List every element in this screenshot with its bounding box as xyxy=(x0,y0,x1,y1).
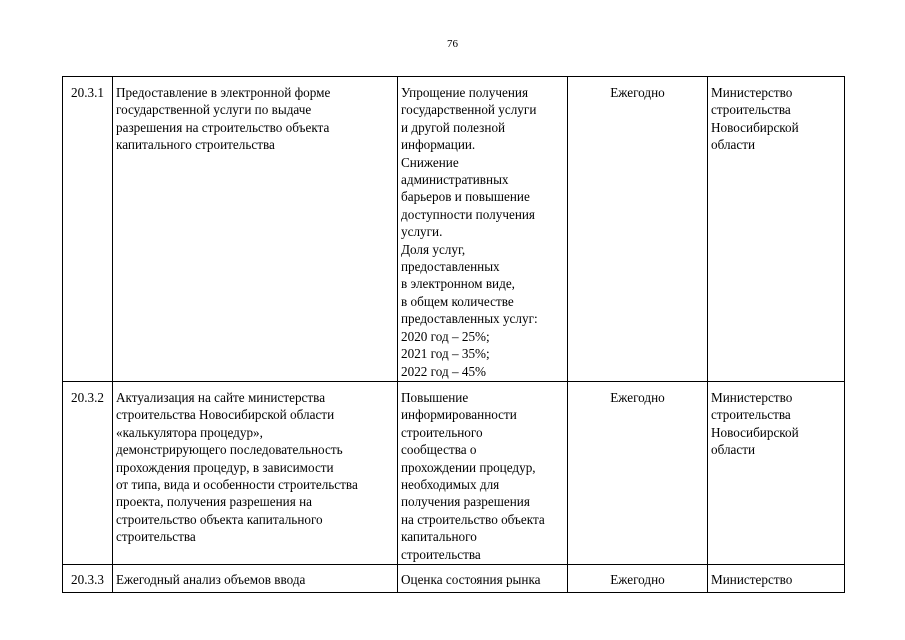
activity-line: строительство объекта капитального xyxy=(116,511,323,527)
executor-cell xyxy=(708,77,845,382)
table-body xyxy=(63,77,845,593)
result-cell xyxy=(398,564,568,592)
period-cell: Ежегодно xyxy=(568,77,708,382)
table-row xyxy=(63,564,845,592)
activity-cell xyxy=(113,381,398,564)
result-cell xyxy=(398,381,568,564)
executor-line: области xyxy=(711,137,756,153)
result-line: информации. xyxy=(401,137,476,153)
period-cell: Ежегодно xyxy=(568,564,708,592)
executor-line: Новосибирской xyxy=(711,424,799,440)
activity-line: строительства Новосибирской области xyxy=(116,407,335,423)
executor-line: строительства xyxy=(711,102,791,118)
activity-line: «калькулятора процедур», xyxy=(116,424,263,440)
executor-line: строительства xyxy=(711,407,791,423)
executor-line: Министерство xyxy=(711,389,793,405)
result-line: получения разрешения xyxy=(401,494,530,510)
result-line: административных xyxy=(401,172,509,188)
item-number-cell: 20.3.3 xyxy=(63,564,113,592)
result-cell xyxy=(398,77,568,382)
result-line: и другой полезной xyxy=(401,119,506,135)
activity-line: демонстрирующего последовательность xyxy=(116,442,343,458)
activity-line: государственной услуги по выдаче xyxy=(116,102,312,118)
executor-line: Новосибирской xyxy=(711,119,799,135)
activity-line: проекта, получения разрешения на xyxy=(116,494,312,510)
result-line: в электронном виде, xyxy=(401,276,515,292)
result-line: 2021 год – 35%; xyxy=(401,346,490,362)
activity-cell xyxy=(113,77,398,382)
result-line: предоставленных xyxy=(401,259,500,275)
result-line: предоставленных услуг: xyxy=(401,311,538,327)
result-line: Доля услуг, xyxy=(401,241,466,257)
table-row xyxy=(63,77,845,382)
activity-line: Ежегодный анализ объемов ввода xyxy=(116,571,306,587)
item-number-cell: 20.3.2 xyxy=(63,381,113,564)
item-number-cell: 20.3.1 xyxy=(63,77,113,382)
table-row xyxy=(63,381,845,564)
activity-line: Актуализация на сайте министерства xyxy=(116,389,326,405)
activity-line: капитального строительства xyxy=(116,137,275,153)
result-line: в общем количестве xyxy=(401,293,514,309)
executor-cell xyxy=(708,381,845,564)
activity-line: Предоставление в электронной форме xyxy=(116,85,331,100)
result-line: капитального xyxy=(401,529,477,545)
result-line: 2020 год – 25%; xyxy=(401,328,490,344)
result-line: на строительство объекта xyxy=(401,511,545,527)
result-line: необходимых для xyxy=(401,476,500,492)
result-line: 2022 год – 45% xyxy=(401,363,487,379)
result-line: информированности xyxy=(401,407,517,423)
period-cell: Ежегодно xyxy=(568,381,708,564)
executor-line: Министерство xyxy=(711,85,793,100)
result-line: услуги. xyxy=(401,224,443,240)
measures-table xyxy=(62,76,845,593)
executor-line: области xyxy=(711,442,756,458)
executor-line: Министерство xyxy=(711,571,793,587)
result-line: Снижение xyxy=(401,154,459,170)
result-line: строительства xyxy=(401,546,481,562)
activity-line: от типа, вида и особенности строительства xyxy=(116,476,358,492)
result-line: прохождении процедур, xyxy=(401,459,536,475)
activity-line: строительства xyxy=(116,529,196,545)
activity-cell xyxy=(113,564,398,592)
result-line: государственной услуги xyxy=(401,102,537,118)
executor-cell xyxy=(708,564,845,592)
result-line: строительного xyxy=(401,424,483,440)
result-line: Упрощение получения xyxy=(401,85,529,100)
result-line: барьеров и повышение xyxy=(401,189,530,205)
activity-line: прохождения процедур, в зависимости xyxy=(116,459,334,475)
result-line: доступности получения xyxy=(401,206,535,222)
page-number: 76 xyxy=(447,38,458,50)
result-line: Повышение xyxy=(401,389,469,405)
result-line: сообщества о xyxy=(401,442,477,458)
activity-line: разрешения на строительство объекта xyxy=(116,119,330,135)
result-line: Оценка состояния рынка xyxy=(401,571,541,587)
